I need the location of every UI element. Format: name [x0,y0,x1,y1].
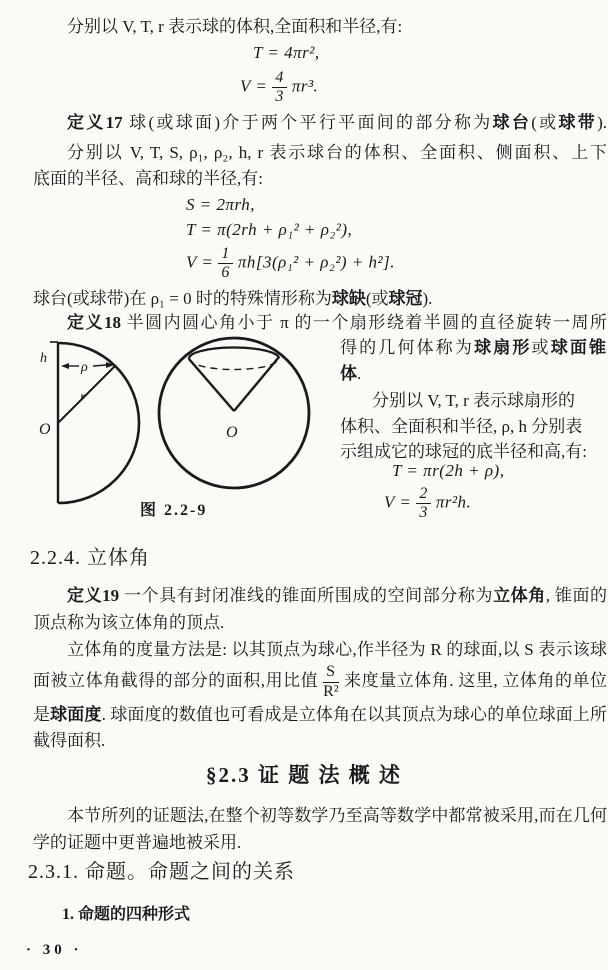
figure-caption: 图 2.2-9 [140,502,208,519]
paragraph-definition-19-line1: 定义19 一个具有封闭准线的锥面所围成的空间部分称为立体角, 锥面的 [67,586,608,605]
label-o-left: O [39,421,51,438]
paragraph-zone-intro-line1: 分别以 V, T, S, ρ₁, ρ₂, h, r 表示球台的体积、全面积、侧面积、上下 [67,143,607,162]
formula-sector-surface: T = πr(2h + ρ), [392,461,505,480]
formula-lhs: V = [186,252,214,272]
rho-line-right [93,365,106,366]
formula-lhs: V = [240,76,268,96]
figure-sphere-sector-diagram [36,335,328,507]
formula-sphere-volume [240,70,318,106]
heading-section-2-3: §2.3 证 题 法 概 述 [206,763,402,787]
measure-line2-pre: 面被立体角截得的部分的面积,用比值 [33,671,319,690]
paragraph-measure-line2 [33,660,607,702]
column-line-2: 体. [340,364,362,383]
paragraph-measure-line4: 截得面积. [33,731,106,750]
paragraph-sec23-line2: 学的证题中更普遍地被采用. [33,833,242,852]
fraction-four-thirds: $\frac{4}{3}$ [272,70,287,106]
heading-2-2-4: 2.2.4. 立体角 [30,547,150,569]
label-o-right: O [226,424,238,441]
formula-rhs: πh[3(ρ₁² + ρ₂²) + h²]. [237,252,396,272]
formula-zone-volume [186,246,395,282]
semicircle-arc [59,343,139,503]
label-h: h [40,351,47,366]
column-line-4: 体积、全面积和半径, ρ, h 分别表 [340,417,583,436]
rho-arrow-left [61,363,69,369]
sphere-circle [159,338,309,488]
formula-sphere-surface: T = 4πr², [253,43,320,62]
cone-edge-left [189,359,234,411]
formula-lhs: V = [384,492,412,512]
label-rho: ρ [81,360,88,375]
formula-rhs: πr²h. [435,492,472,512]
fraction-two-thirds: $\frac{2}{3}$ [416,486,431,522]
cap-ellipse-front [189,347,279,359]
paragraph-zone-intro-line2: 底面的半径、高和球的半径,有: [33,169,263,188]
paragraph-definition-17: 定义17 球(或球面)介于两个平行平面间的部分称为球台(或球带). [67,113,607,132]
fraction-s-over-r2: $\frac{S}{\text{R²}}$ [323,663,339,700]
paragraph-definition-18: 定义18 半圆内圆心角小于 π 的一个扇形绕着半圆的直径旋转一周所 [67,313,607,332]
column-line-5: 示组成它的球冠的底半径和高,有: [340,442,587,461]
formula-sector-volume [384,486,471,522]
paragraph-definition-19-line2: 顶点称为该立体角的顶点. [33,613,225,632]
column-line-3: 分别以 V, T, r 表示球扇形的 [372,391,576,410]
cone-edge-right [234,357,279,411]
paragraph-sec23-line1: 本节所列的证题法,在整个初等数学乃至高等数学中都常被采用,而在几何 [67,806,607,825]
formula-rhs: πr³. [291,76,319,96]
page-number: · 30 · [26,942,83,958]
column-line-1: 得的几何体称为球扇形或球面锥 [340,338,607,357]
label-r: r [80,390,86,405]
heading-2-3-1: 2.3.1. 命题。命题之间的关系 [28,861,295,883]
paragraph-measure-line3: 是球面度. 球面度的数值也可看成是立体角在以其顶点为球心的单位球面上所 [33,705,608,724]
paragraph-sphere-intro: 分别以 V, T, r 表示球的体积,全面积和半径,有: [67,17,403,36]
cap-ellipse-back [189,358,279,370]
measure-line2-post: 来度量立体角. 这里, 立体角的单位 [343,671,608,690]
formula-zone-lateral: S = 2πrh, [186,195,256,214]
fraction-one-sixth: $\frac{1}{6}$ [218,246,233,282]
paragraph-measure-line1: 立体角的度量方法是: 以其顶点为球心,作半径为 R 的球面,以 S 表示该球 [67,640,607,659]
formula-zone-surface: T = π(2rh + ρ₁² + ρ₂²), [186,220,353,239]
subheading-four-forms: 1. 命题的四种形式 [62,906,191,923]
paragraph-cap-note: 球台(或球带)在 ρ₁ = 0 时的特殊情形称为球缺(或球冠). [33,289,433,308]
